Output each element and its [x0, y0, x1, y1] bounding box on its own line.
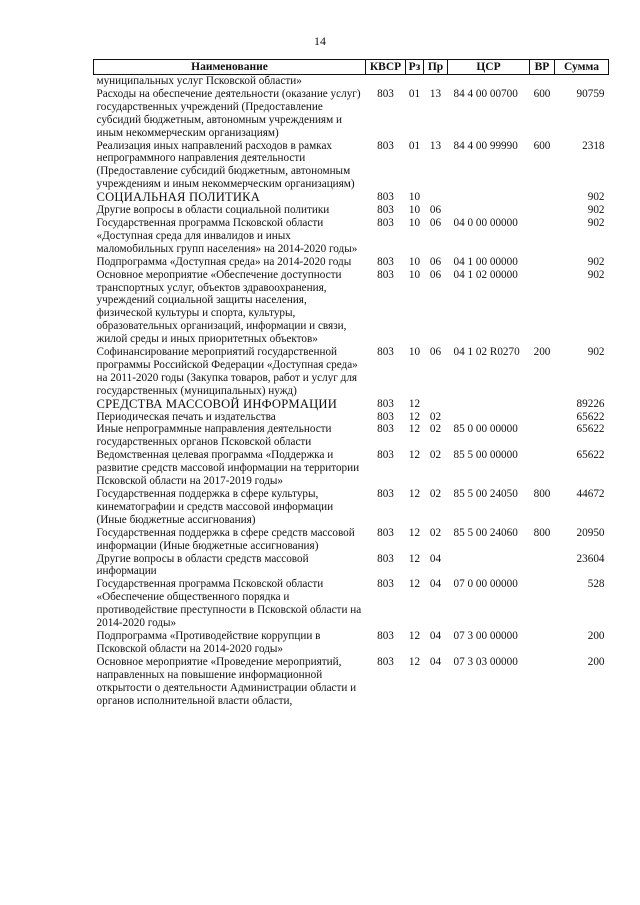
- cell-sum: 200: [587, 629, 605, 642]
- cell-kvsr: 803: [377, 410, 394, 423]
- cell-vr: [530, 398, 555, 411]
- cell-kvsr: 803: [377, 526, 394, 539]
- table-row: [94, 217, 609, 256]
- cell-csr: 04 1 02 00000: [453, 268, 518, 281]
- table-row: [94, 553, 609, 579]
- cell-name: СОЦИАЛЬНАЯ ПОЛИТИКА: [96, 190, 261, 205]
- cell-vr: 600: [533, 87, 551, 100]
- section-row: [94, 191, 609, 204]
- cell-sum: 902: [587, 268, 605, 281]
- cell-rz: 12: [408, 629, 421, 642]
- cell-csr: [448, 204, 530, 217]
- table-row: [94, 88, 609, 140]
- cell-name: Подпрограмма «Противодействие коррупции в Псковской области на 2014-2020 годы»: [96, 629, 321, 655]
- cell-csr: 85 0 00 00000: [453, 423, 518, 436]
- cell-pr: 04: [429, 552, 442, 565]
- cell-vr: [530, 578, 555, 630]
- cell-kvsr: 803: [377, 268, 394, 281]
- cell-csr: 04 0 00 00000: [453, 216, 518, 229]
- cell-pr: 13: [429, 87, 442, 100]
- cell-pr: 02: [429, 410, 442, 423]
- cell-name: Софинансирование мероприятий государственной программы Российской Федерации «Доступная среда» на 2011-2020 годы (Закупка товаров, работ и услуг для государственных (муниципальных) нужд): [96, 346, 358, 397]
- cell-pr: 06: [429, 346, 442, 359]
- table-row: [94, 488, 609, 527]
- cell-kvsr: 803: [377, 488, 394, 500]
- cell-sum: 20950: [576, 526, 605, 539]
- cell-name: Другие вопросы в области средств массовой информации: [96, 552, 309, 578]
- cell-csr: 07 0 00 00000: [453, 578, 518, 591]
- cell-name: Государственная поддержка в сфере средств массовой информации (Иные бюджетные ассигнования): [96, 526, 355, 552]
- cell-rz: 10: [408, 346, 421, 359]
- cell-name: СРЕДСТВА МАССОВОЙ ИНФОРМАЦИИ: [96, 396, 337, 411]
- cell-vr: [530, 630, 555, 656]
- cell-name: Ведомственная целевая программа «Поддержка и развитие средств массовой информации на территории Псковской области на 2017-2019 годы»: [96, 449, 360, 488]
- cell-vr: [530, 656, 555, 708]
- cell-name: Другие вопросы в области социальной политики: [96, 204, 330, 217]
- table-row: [94, 346, 609, 398]
- cell-csr: 84 4 00 00700: [453, 87, 518, 100]
- cell-vr: [530, 75, 555, 88]
- cell-name: Государственная программа Псковской области «Обеспечение общественного порядка и противодействие преступности в Псковской области на 2014-2020 годы»: [96, 578, 362, 630]
- table-row: [94, 656, 609, 708]
- cell-csr: 04 1 00 00000: [453, 255, 518, 268]
- cell-rz: 12: [408, 578, 421, 591]
- cell-vr: [530, 449, 555, 488]
- cell-pr: 02: [429, 526, 442, 539]
- table-row: [94, 527, 609, 553]
- cell-sum: 200: [587, 655, 605, 668]
- header-sum: Сумма: [555, 60, 609, 75]
- header-pr: Пр: [424, 60, 448, 75]
- cell-sum: 65622: [576, 449, 605, 462]
- cell-kvsr: 803: [377, 552, 394, 565]
- cell-pr: 06: [429, 268, 442, 281]
- table-row: [94, 269, 609, 346]
- header-csr: ЦСР: [448, 60, 530, 75]
- header-name: Наименование: [94, 60, 366, 75]
- cell-sum: 902: [587, 255, 605, 268]
- cell-name: муниципальных услуг Псковской области»: [96, 75, 302, 87]
- cell-rz: 01: [408, 139, 421, 152]
- cell-csr: 85 5 00 24060: [453, 526, 518, 539]
- cell-kvsr: 803: [377, 397, 394, 410]
- cell-name: Реализация иных направлений расходов в рамках непрограммного направления деятельности (Предоставление субсидий бюджетным, автономным учреждениям и иным некоммерческим организациям): [96, 139, 355, 191]
- cell-vr: [530, 217, 555, 256]
- cell-pr: [424, 398, 448, 411]
- cell-sum: 90759: [576, 87, 605, 100]
- table-row: [94, 578, 609, 630]
- cell-csr: [448, 75, 530, 88]
- cell-csr: [448, 411, 530, 424]
- cell-sum: 902: [587, 216, 605, 229]
- cell-sum: 2318: [582, 139, 605, 152]
- cell-csr: 85 5 00 24050: [453, 488, 518, 500]
- cell-kvsr: 803: [377, 449, 394, 462]
- table-row: [94, 630, 609, 656]
- cell-csr: 07 3 03 00000: [453, 655, 518, 668]
- cell-pr: 06: [429, 216, 442, 229]
- cell-rz: [406, 75, 424, 88]
- cell-rz: 12: [408, 423, 421, 436]
- cell-sum: 44672: [576, 488, 605, 500]
- cell-rz: 10: [408, 191, 421, 204]
- cell-rz: 01: [408, 87, 421, 100]
- cell-kvsr: 803: [377, 87, 394, 100]
- cell-csr: 07 3 00 00000: [453, 629, 518, 642]
- cell-name: Подпрограмма «Доступная среда» на 2014-2020 годы: [96, 255, 352, 268]
- cell-rz: 10: [408, 204, 421, 217]
- cell-pr: 04: [429, 578, 442, 591]
- cell-name: Основное мероприятие «Обеспечение доступности транспортных услуг, объектов здравоохранения, учреждений социальной защиты населения, физической культуры и спорта, культуры, образовательных организаций, информации и связи, жилой среды и иных приоритетных объектов»: [96, 268, 347, 346]
- cell-rz: 12: [408, 410, 421, 423]
- cell-csr: [448, 191, 530, 204]
- cell-name: Иные непрограммные направления деятельности государственных органов Псковской области: [96, 423, 332, 449]
- table-row: [94, 449, 609, 488]
- cell-csr: [448, 398, 530, 411]
- cell-rz: 10: [408, 255, 421, 268]
- cell-vr: [530, 269, 555, 346]
- cell-pr: 04: [429, 629, 442, 642]
- cell-vr: 600: [533, 139, 551, 152]
- table-body: [94, 75, 609, 708]
- cell-name: Основное мероприятие «Проведение мероприятий, направленных на повышение информационной открытости о деятельности Администрации области и органов исполнительной власти области,: [96, 655, 357, 707]
- cell-sum: 23604: [576, 552, 605, 565]
- cell-name: Периодическая печать и издательства: [96, 410, 276, 423]
- cell-rz: 12: [408, 397, 421, 410]
- table-row: [94, 411, 609, 424]
- header-rz: Рз: [406, 60, 424, 75]
- cell-csr: 85 5 00 00000: [453, 449, 518, 462]
- cell-pr: [424, 75, 448, 88]
- cell-rz: 12: [408, 488, 421, 500]
- cell-pr: 06: [429, 204, 442, 217]
- cell-rz: 12: [408, 655, 421, 668]
- budget-table: [93, 59, 609, 707]
- cell-csr: 04 1 02 R0270: [453, 346, 520, 359]
- header-kvsr: КВСР: [366, 60, 406, 75]
- cell-kvsr: 803: [377, 204, 394, 217]
- cell-name: Расходы на обеспечение деятельности (оказание услуг) государственных учреждений (Предоставление субсидий бюджетным, автономным учреждениям и иным некоммерческим организациям): [96, 87, 361, 139]
- cell-vr: 800: [533, 488, 551, 500]
- cell-sum: 902: [587, 191, 605, 204]
- section-row: [94, 398, 609, 411]
- cell-sum: 902: [587, 346, 605, 359]
- cell-pr: 04: [429, 655, 442, 668]
- cell-sum: 902: [587, 204, 605, 217]
- cell-sum: 65622: [576, 423, 605, 436]
- cell-csr: [448, 553, 530, 579]
- cell-vr: [530, 423, 555, 449]
- cell-kvsr: 803: [377, 191, 394, 204]
- cell-vr: [530, 204, 555, 217]
- cell-csr: 84 4 00 99990: [453, 139, 518, 152]
- cell-pr: 06: [429, 255, 442, 268]
- cell-pr: [424, 191, 448, 204]
- cell-vr: [530, 553, 555, 579]
- cell-pr: 13: [429, 139, 442, 152]
- cell-kvsr: 803: [377, 629, 394, 642]
- cell-name: Государственная программа Псковской области «Доступная среда для инвалидов и иных маломобильных групп населения» на 2014-2020 годы»: [96, 216, 358, 255]
- cell-sum: 65622: [576, 410, 605, 423]
- page-number: 14: [314, 34, 326, 48]
- cell-vr: [530, 256, 555, 269]
- cell-kvsr: 803: [377, 346, 394, 359]
- cell-rz: 12: [408, 552, 421, 565]
- cell-kvsr: 803: [377, 255, 394, 268]
- cell-pr: 02: [429, 449, 442, 462]
- cell-vr: 200: [533, 346, 551, 359]
- cell-rz: 10: [408, 268, 421, 281]
- cell-name: Государственная поддержка в сфере культуры, кинематографии и средств массовой информации (Иные бюджетные ассигнования): [96, 488, 334, 526]
- cell-pr: 02: [429, 423, 442, 436]
- cell-sum: 89226: [576, 397, 605, 410]
- cell-kvsr: 803: [377, 216, 394, 229]
- cell-kvsr: 803: [377, 578, 394, 591]
- cell-rz: 10: [408, 216, 421, 229]
- cell-kvsr: [366, 75, 406, 88]
- cell-kvsr: 803: [377, 139, 394, 152]
- cell-sum: 528: [587, 578, 605, 591]
- table-row: [94, 256, 609, 269]
- table-row: [94, 140, 609, 192]
- cell-vr: [530, 191, 555, 204]
- header-vr: ВР: [530, 60, 555, 75]
- cell-kvsr: 803: [377, 423, 394, 436]
- header-row: [94, 60, 609, 75]
- cell-kvsr: 803: [377, 655, 394, 668]
- table-row: [94, 75, 609, 88]
- cell-vr: 800: [533, 526, 551, 539]
- cell-rz: 12: [408, 526, 421, 539]
- table-row: [94, 204, 609, 217]
- cell-rz: 12: [408, 449, 421, 462]
- cell-vr: [530, 411, 555, 424]
- cell-sum: [555, 75, 609, 88]
- table-row: [94, 423, 609, 449]
- cell-pr: 02: [429, 488, 442, 500]
